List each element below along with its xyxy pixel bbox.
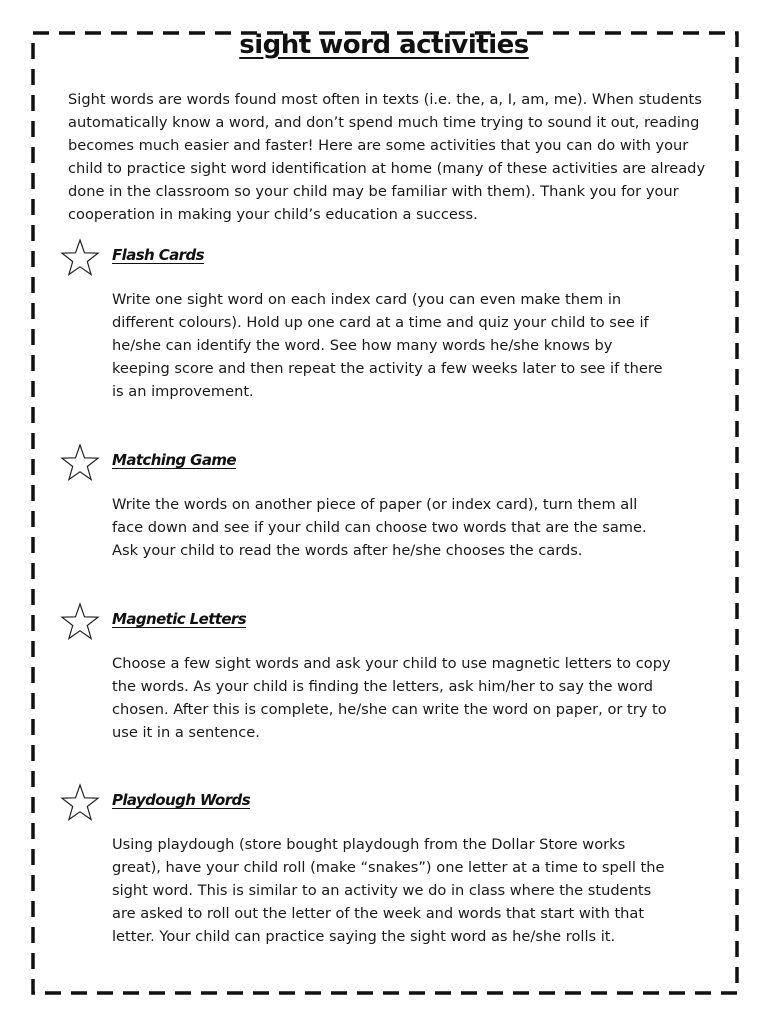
- activity-description: Using playdough (store bought playdough from the Dollar Store works great), have your child roll (make “snakes”) one letter at a time to spell the sight word. This is similar to an activity we do in class where the students are asked to roll out the letter of the week and words that start with that letter. Your child can practice saying the sight word as he/she rolls it.: [112, 836, 665, 945]
- activity-description: Choose a few sight words and ask your child to use magnetic letters to copy the words. As your child is finding the letters, ask him/her to say the word chosen. After this is complete, he/she can write the word on paper, or try to use it in a sentence.: [112, 655, 671, 741]
- intro-paragraph: Sight words are words found most often in texts (i.e. the, a, I, am, me). When students automatically know a word, and don’t spend much time trying to sound it out, reading becomes much easier and faster! Here are some activities that you can do with your child to practice sight word identification at home (many of these activities are already done in the classroom so your child may be familiar with them). Thank you for your cooperation in making your child’s education a success.: [68, 91, 706, 223]
- activity-title: Playdough Words: [112, 791, 251, 809]
- activity-title: Flash Cards: [112, 246, 204, 264]
- activity-title: Matching Game: [112, 451, 237, 469]
- star-icon: [60, 602, 100, 642]
- activity-description: Write one sight word on each index card (you can even make them in different colours). Hold up one card at a time and quiz your child to see if he/she can identify the word. See how many words he/she knows by keeping score and then repeat the activity a few weeks later to see if there is an improvement.: [112, 291, 663, 400]
- page-title: sight word activities: [239, 30, 529, 60]
- activity-description: Write the words on another piece of paper (or index card), turn them all face down and see if your child can choose two words that are the same. Ask your child to read the words after he/she chooses the cards.: [112, 496, 647, 559]
- activity-title: Magnetic Letters: [112, 610, 247, 628]
- star-icon: [60, 443, 100, 483]
- star-icon: [60, 783, 100, 823]
- star-icon: [60, 238, 100, 278]
